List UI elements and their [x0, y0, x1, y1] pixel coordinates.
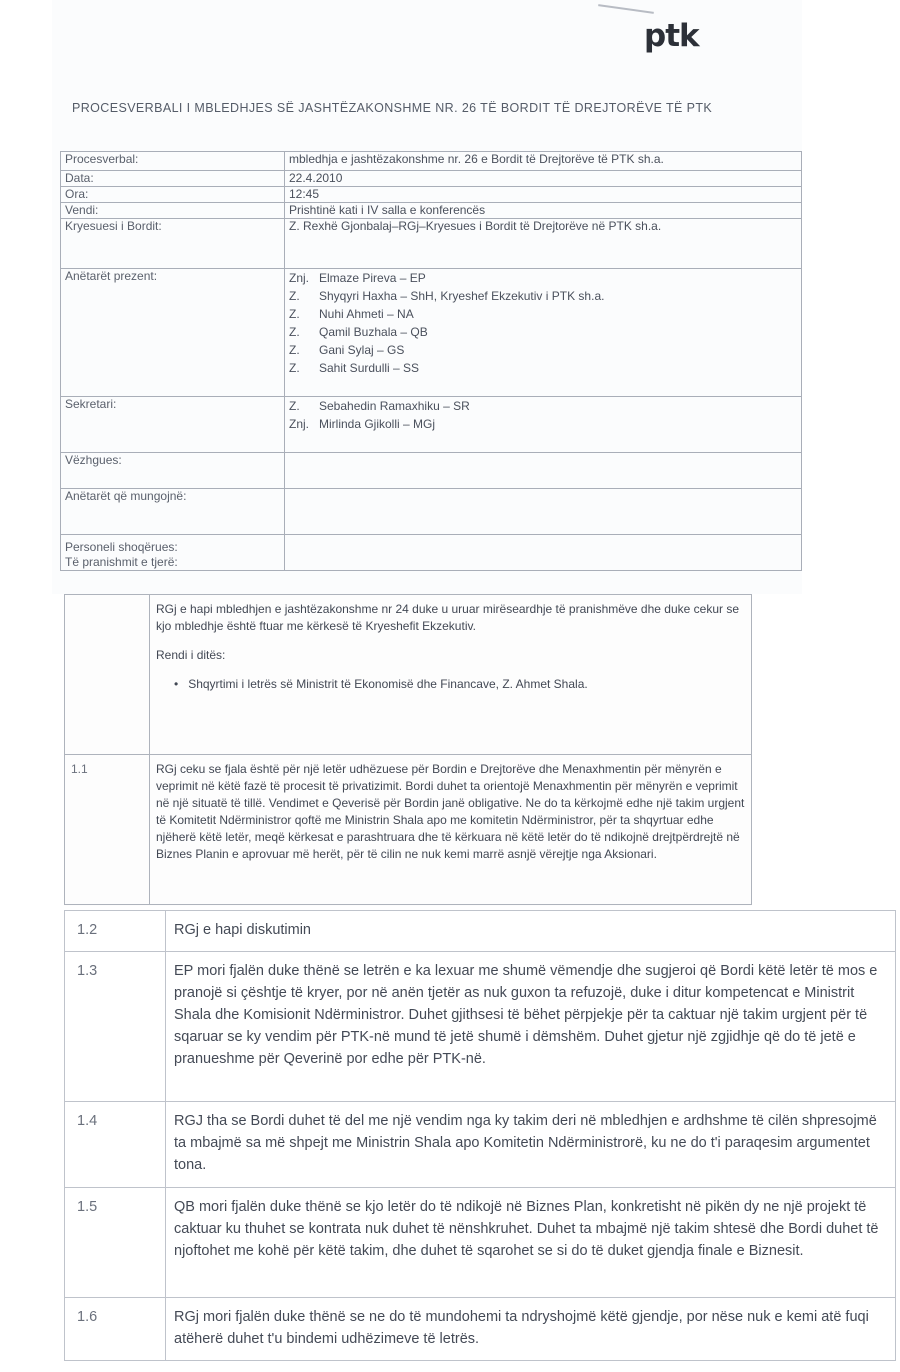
intro-number-cell: [65, 595, 150, 755]
secretary-list: [285, 397, 802, 453]
intro-text: RGj e hapi mbledhjen e jashtëzakonshme nr 24 duke u uruar mirëseardhje të pranishmëve dhe duke cekur se kjo mbledhje është ftuar me kërkesë të Kryeshefit Ekzekutiv.: [156, 602, 739, 633]
item-text: RGJ tha se Bordi duhet të del me një vendim nga ky takim deri në mbledhjen e ardhshme të cilën shpresojmë ta mbajmë sa më shpejt me Ministrin Shala apo Komitetin Ndërministrorë, ku ne do t'i paraqesim argumentet tona.: [166, 1102, 896, 1188]
chairman-value: Z. Rexhë Gjonbalaj–RGj–Kryesues i Bordit të Drejtorëve në PTK sh.a.: [285, 219, 802, 269]
discussion-table-part2: [64, 910, 896, 1361]
member-row: Z. Nuhi Ahmeti – NA: [289, 307, 414, 321]
absent-members-label: Anëtarët që mungojnë:: [61, 489, 285, 535]
secretary-row: Z. Sebahedin Ramaxhiku – SR: [289, 399, 470, 413]
item-text: RGj ceku se fjala është për një letër udhëzuese për Bordin e Drejtorëve dhe Menaxhmentin për mënyrën e veprimit në këtë fazë të procesit të privatizimit. Bordi duhet ta orientojë Menaxhmentin për mënyrën e veprimit në një situatë të tillë. Vendimet e Qeverisë për Bordin janë obligative. Ne do ta kërkojmë edhe një takim urgjent të Komitetit Ndërministror qoftë me Ministrin Shala apo me komitetin Ndërministror, për ta shqyrtuar edhe njëherë këtë letër, meqë kërkesat e parashtruara dhe të kërkuara në këtë letër do të ndikojnë drejtpërdrejtë në Biznes Planin e aprovuar më herët, për të cilin ne nuk kemi marrë asnjë vërejtje nga Aksionari.: [150, 755, 752, 905]
discussion-table-part1: [64, 594, 752, 905]
members-present-list: [285, 269, 802, 397]
member-row: Z. Qamil Buzhala – QB: [289, 325, 428, 339]
item-number: 1.5: [65, 1188, 166, 1298]
member-row: Z. Gani Sylaj – GS: [289, 343, 405, 357]
members-present-label: Anëtarët prezent:: [61, 269, 285, 397]
item-number: 1.6: [65, 1298, 166, 1361]
document-title: PROCESVERBALI I MBLEDHJES SË JASHTËZAKONSHME NR. 26 TË BORDIT TË DREJTORËVE TË PTK: [72, 101, 713, 115]
observer-label: Vëzhgues:: [61, 453, 285, 489]
time-label: Ora:: [61, 187, 285, 203]
chairman-label: Kryesuesi i Bordit:: [61, 219, 285, 269]
secretary-label: Sekretari:: [61, 397, 285, 453]
meeting-details-table: [60, 151, 802, 571]
item-text: RGj e hapi diskutimin: [166, 911, 896, 952]
observer-value: [285, 453, 802, 489]
item-number: 1.2: [65, 911, 166, 952]
intro-cell: [150, 595, 752, 755]
agenda-label: Rendi i ditës:: [156, 648, 226, 662]
member-row: Z. Shyqyri Haxha – ShH, Kryeshef Ekzekutiv i PTK sh.a.: [289, 289, 605, 303]
location-value: Prishtinë kati i IV salla e konferencës: [285, 203, 802, 219]
item-text: RGj mori fjalën duke thënë se ne do të mundohemi ta ndryshojmë këtë gjendje, por nëse nuk e kemi atë fuqi atëherë duhet t'u bindemi udhëzimeve të letrës.: [166, 1298, 896, 1361]
date-value: 22.4.2010: [285, 171, 802, 187]
staff-others-value: [285, 535, 802, 571]
agenda-item: • Shqyrtimi i letrës së Ministrit të Ekonomisë dhe Financave, Z. Ahmet Shala.: [174, 676, 745, 693]
member-row: Z. Sahit Surdulli – SS: [289, 361, 420, 375]
procesverbal-value: mbledhja e jashtëzakonshme nr. 26 e Bordit të Drejtorëve të PTK sh.a.: [285, 152, 802, 171]
item-number: 1.1: [65, 755, 150, 905]
item-number: 1.4: [65, 1102, 166, 1188]
absent-members-value: [285, 489, 802, 535]
secretary-row: Znj. Mirlinda Gjikolli – MGj: [289, 417, 436, 431]
ptk-logo: ptk: [644, 18, 699, 54]
time-value: 12:45: [285, 187, 802, 203]
location-label: Vendi:: [61, 203, 285, 219]
procesverbal-label: Procesverbal:: [61, 152, 285, 171]
item-text: QB mori fjalën duke thënë se kjo letër do të ndikojë në Biznes Plan, konkretisht në pikën dy ne një projekt të caktuar ku thuhet se kontrata nuk duhet të nënshkruhet. Duhet ta mbajmë një takim shtesë dhe Bordi duhet të njoftohet me kohë për këtë takim, dhe duhet të sqarohet se si do të duket gjendja finale e Biznesit.: [166, 1188, 896, 1298]
others-present-label: Të pranishmit e tjerë:: [65, 555, 178, 569]
staff-label: Personeli shoqërues:: [65, 540, 178, 554]
date-label: Data:: [61, 171, 285, 187]
item-text: EP mori fjalën duke thënë se letrën e ka lexuar me shumë vëmendje dhe sugjeroi që Bordi këtë letër të mos e pranojë si çështje të kryer, por në anën tjetër as nuk guxon ta refuzojë, duke i ditur kompetencat e Ministrit Shala dhe Komisionit Ndërministror. Duhet gjithsesi të bëhet përpjekje për ta caktuar një takim urgjent për të sqaruar se ky vendim për PTK-në mund të jetë shumë i dëmshëm. Duhet gjetur një zgjidhje që do të jetë e pranueshme për Qeverinë por edhe për PTK-në.: [166, 952, 896, 1102]
item-number: 1.3: [65, 952, 166, 1102]
staff-others-label: [61, 535, 285, 571]
member-row: Znj. Elmaze Pireva – EP: [289, 271, 426, 285]
